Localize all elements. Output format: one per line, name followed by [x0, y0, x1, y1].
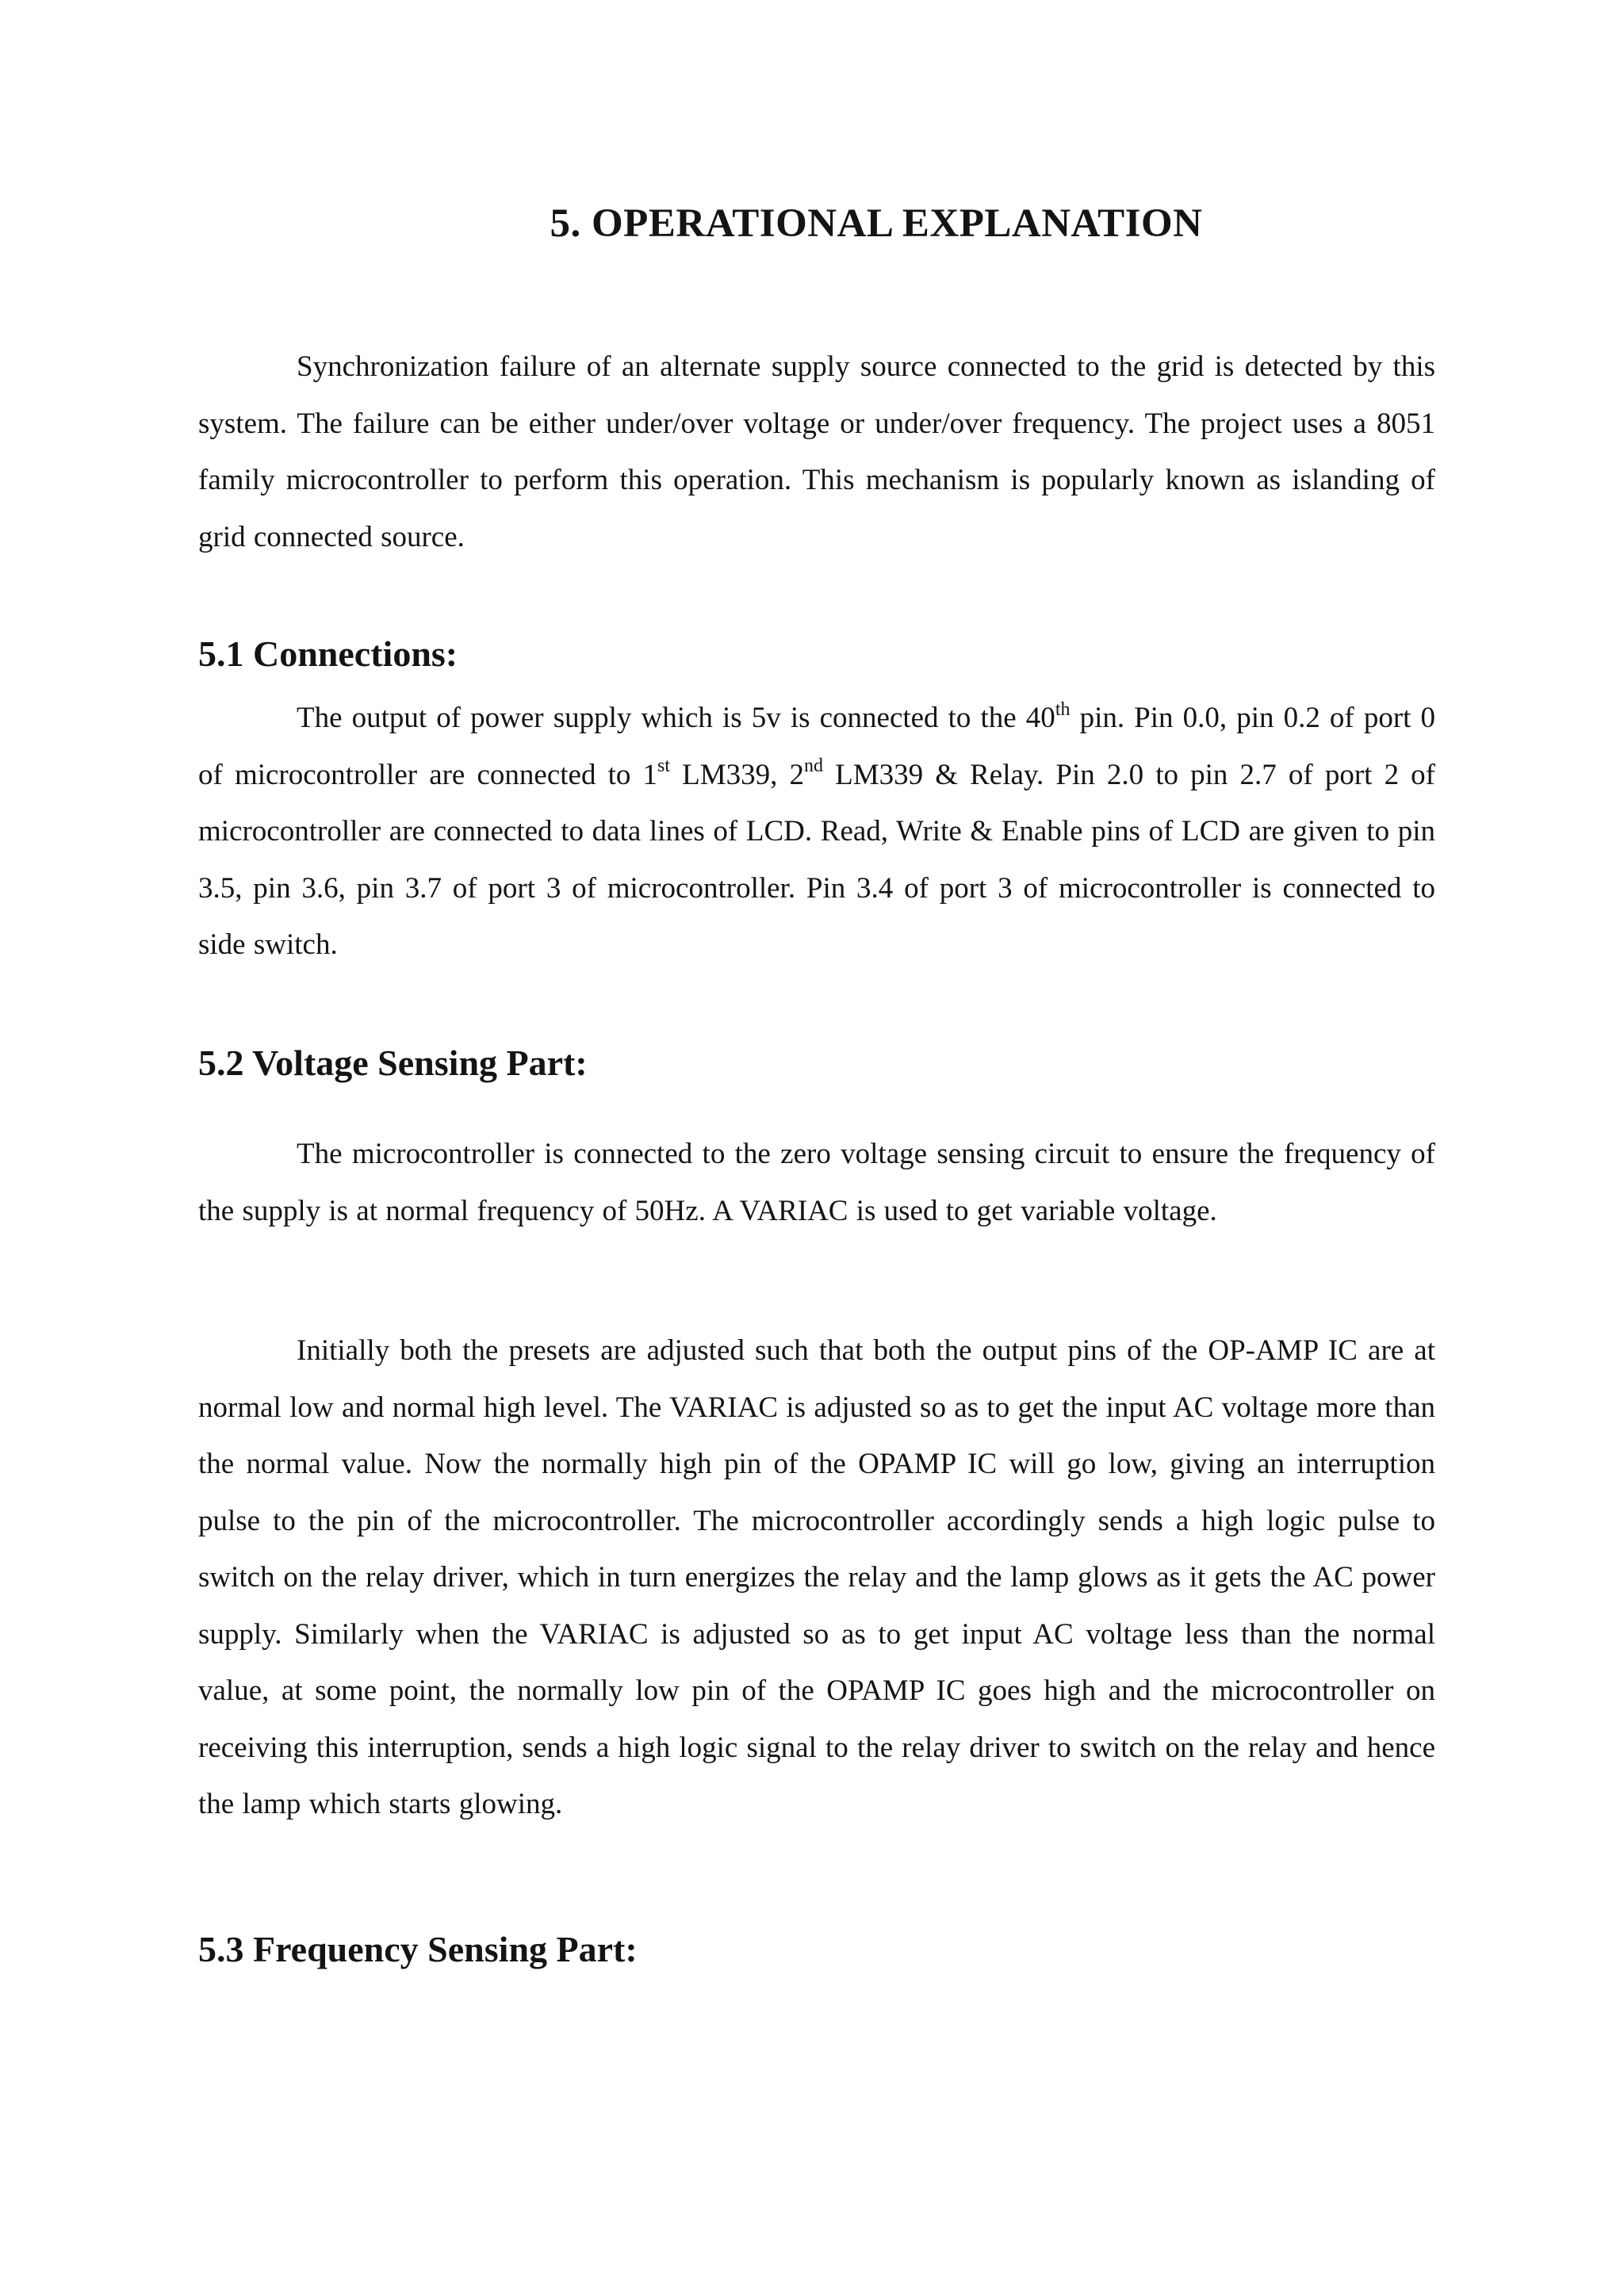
section-heading-voltage-sensing: 5.2 Voltage Sensing Part:: [198, 1043, 588, 1083]
connections-text-1: The output of power supply which is 5v is connected to the 40: [297, 702, 1055, 734]
section-heading-frequency-sensing: 5.3 Frequency Sensing Part:: [198, 1929, 638, 1969]
page-title: 5. OPERATIONAL EXPLANATION: [550, 201, 1203, 246]
connections-superscript-nd: nd: [803, 756, 823, 777]
voltage-paragraph-1: The microcontroller is connected to the zero voltage sensing circuit to ensure the frequency of the supply is at normal frequency of 50Hz. A VARIAC is used to get variable voltage.: [198, 1138, 1435, 1227]
intro-paragraph: Synchronization failure of an alternate supply source connected to the grid is detected by this system. The failure can be either under/over voltage or under/over frequency. The project uses a 8051 family microcontroller to perform this operation. This mechanism is popularly known as islanding of grid connected source.: [198, 350, 1435, 553]
connections-paragraph: [198, 690, 1435, 974]
voltage-paragraph-2: Initially both the presets are adjusted such that both the output pins of the OP-AMP IC are at normal low and normal high level. The VARIAC is adjusted so as to get the input AC voltage more than the normal value. Now the normally high pin of the OPAMP IC will go low, giving an interruption pulse to the pin of the microcontroller. The microcontroller accordingly sends a high logic pulse to switch on the relay driver, which in turn energizes the relay and the lamp glows as it gets the AC power supply. Similarly when the VARIAC is adjusted so as to get input AC voltage less than the normal value, at some point, the normally low pin of the OPAMP IC goes high and the microcontroller on receiving this interruption, sends a high logic signal to the relay driver to switch on the relay and hence the lamp which starts glowing.: [198, 1334, 1435, 1820]
connections-text-2: pin. Pin 0.0, pin 0.2 of port 0 of microcontroller are connected to 1: [198, 702, 1436, 791]
connections-text-4: LM339 & Relay. Pin 2.0 to pin 2.7 of port 2 of microcontroller are connected to data lines of LCD. Read, Write & Enable pins of LCD are given to pin 3.5, pin 3.6, pin 3.7 of port 3 of microcontroller. Pin 3.4 of port 3 of microcontroller is connected to side switch.: [198, 758, 1436, 961]
connections-text-3: LM339, 2: [669, 758, 804, 791]
section-heading-connections: 5.1 Connections:: [198, 633, 458, 674]
connections-superscript-st: st: [657, 756, 670, 777]
connections-superscript-th: th: [1055, 698, 1071, 720]
